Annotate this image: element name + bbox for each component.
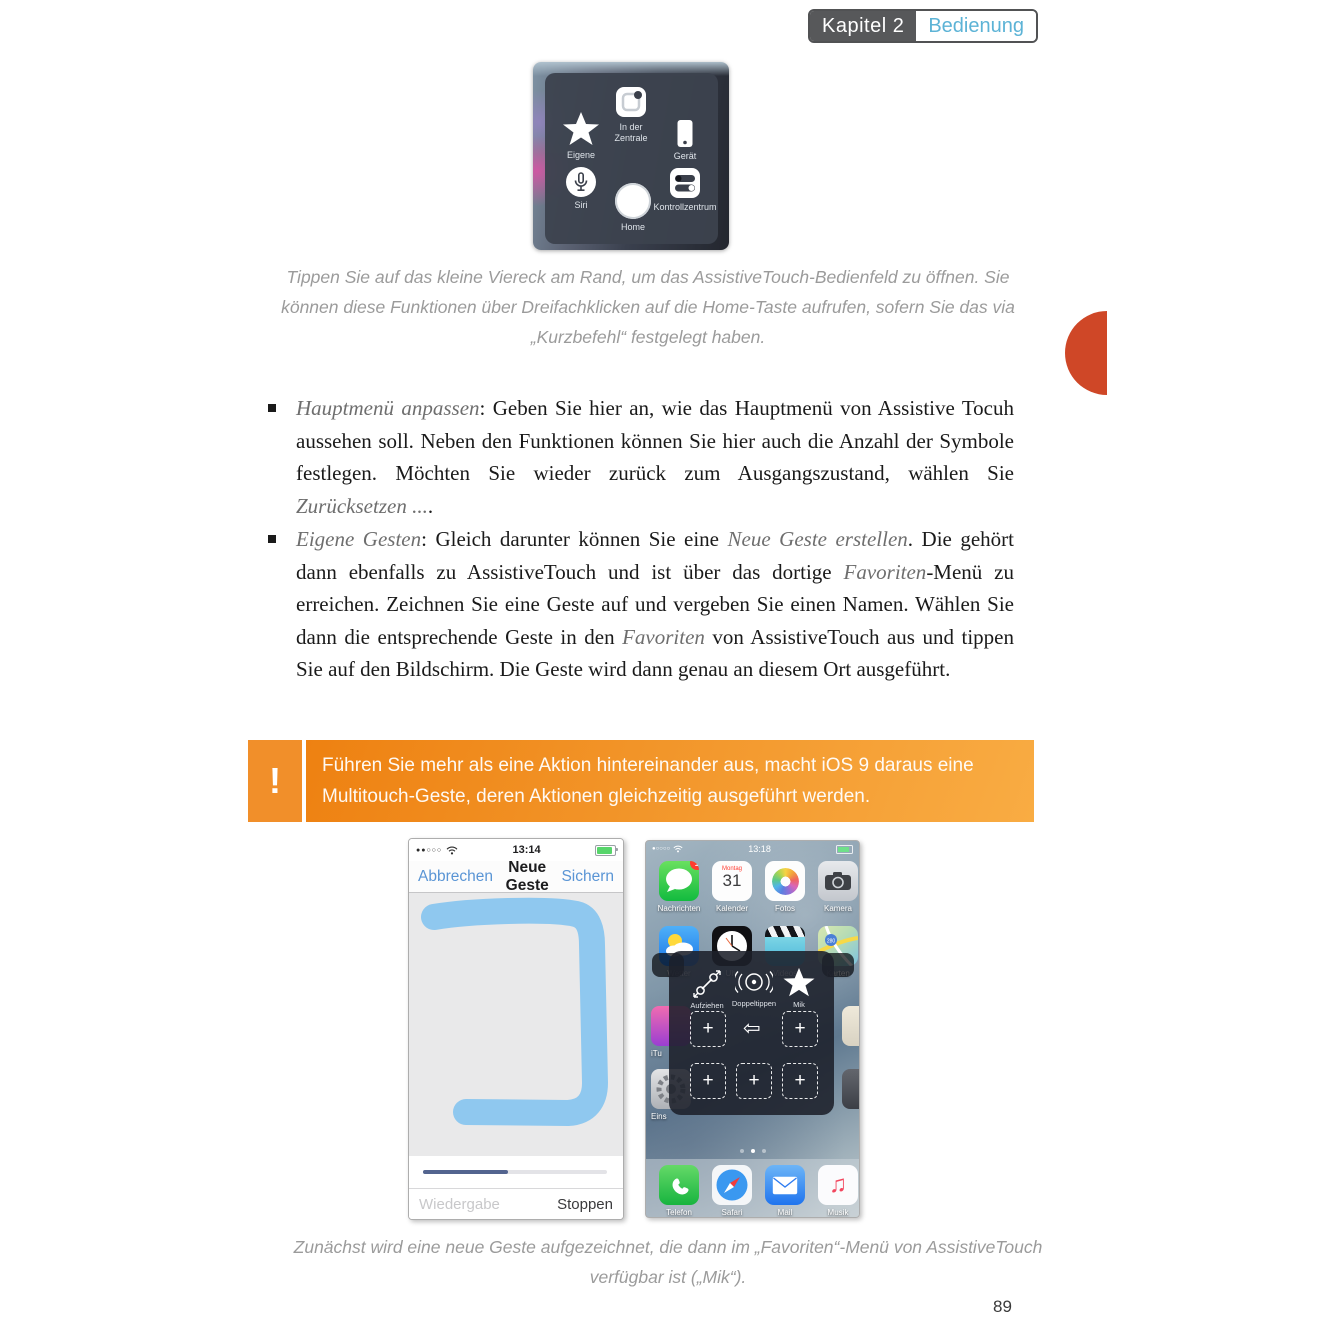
app-label: Kamera bbox=[823, 904, 852, 913]
menu-item-zentrale[interactable] bbox=[605, 85, 657, 143]
app-label-partial: Eins bbox=[651, 1112, 667, 1121]
bullet-item bbox=[268, 392, 1014, 522]
section-label: Bedienung bbox=[916, 11, 1036, 41]
bullet-marker bbox=[268, 535, 276, 543]
assistivetouch-favorites-panel bbox=[669, 951, 834, 1115]
figure-caption-bottom: Zunächst wird eine neue Geste aufgezeichnet, die dann im „Favoriten“-Menü von AssistiveTouch verfügbar ist („Mik“). bbox=[293, 1237, 1043, 1287]
text-run: : Gleich darunter können Sie eine bbox=[421, 527, 728, 551]
page-number: 89 bbox=[993, 1297, 1012, 1316]
home-button-icon bbox=[615, 183, 651, 219]
signal-dots: ●●○○○ bbox=[416, 846, 443, 854]
status-bar bbox=[646, 841, 859, 857]
calendar-weekday: Montag bbox=[721, 866, 742, 872]
add-gesture-slot[interactable] bbox=[782, 1063, 818, 1099]
notification-badge: 1 bbox=[690, 861, 699, 870]
chapter-thumb-tab bbox=[1065, 311, 1107, 395]
dock-icon-telefon[interactable] bbox=[659, 1165, 699, 1205]
app-icon-fotos[interactable] bbox=[765, 861, 805, 901]
text-run: Neue Geste erstellen bbox=[727, 527, 908, 551]
calendar-day: 31 bbox=[722, 871, 742, 890]
app-icon-nachrichten[interactable] bbox=[659, 861, 699, 901]
battery-icon bbox=[595, 845, 616, 856]
bullet-marker bbox=[268, 404, 276, 412]
menu-item-eigene[interactable] bbox=[556, 111, 606, 161]
plus-glyph: + bbox=[702, 1018, 714, 1039]
wifi-icon bbox=[446, 846, 458, 855]
text-run: Zurücksetzen ... bbox=[296, 493, 428, 518]
app-label: Nachrichten bbox=[657, 904, 701, 913]
menu-item-label: Eigene bbox=[566, 150, 596, 160]
camera-glyph bbox=[825, 872, 851, 890]
notification-center-icon bbox=[614, 85, 648, 119]
app-icon-kalender[interactable] bbox=[712, 861, 752, 901]
menu-item-label: Kontrollzentrum bbox=[653, 202, 717, 212]
screenshot-new-gesture bbox=[408, 838, 624, 1220]
text-run: : Geben Sie hier an, wie das Hauptmenü von Assistive Tocuh aussehen soll. Neben den Funktionen können Sie hier auch die Anzahl der Symbole festlegen. Möchten Sie wieder zurück zum Ausgangszustand, wählen Sie bbox=[296, 396, 1015, 485]
assistivetouch-panel bbox=[545, 73, 718, 244]
dock-label: Safari bbox=[721, 1208, 743, 1217]
dock-label: Telefon bbox=[666, 1208, 692, 1217]
siri-icon bbox=[566, 167, 596, 197]
svg-text:280: 280 bbox=[826, 938, 836, 945]
text-run: . Die gehört dann ebenfalls zu AssistiveTouch und ist über das dortige bbox=[296, 527, 1014, 584]
battery-icon bbox=[836, 845, 853, 854]
bullet-paragraph bbox=[296, 523, 1014, 686]
exclamation-icon: ! bbox=[248, 740, 302, 822]
warning-box bbox=[248, 740, 1034, 822]
dock-icon-musik[interactable] bbox=[818, 1165, 858, 1205]
pinch-icon bbox=[692, 969, 722, 999]
plus-glyph: + bbox=[702, 1070, 714, 1091]
progress-track bbox=[423, 1170, 607, 1174]
text-run: Eigene Gesten bbox=[296, 527, 422, 551]
gesture-label: Aufziehen bbox=[690, 1001, 724, 1010]
gesture-canvas[interactable] bbox=[409, 893, 623, 1156]
app-icon-kamera[interactable] bbox=[818, 861, 858, 901]
plus-glyph: + bbox=[794, 1070, 806, 1091]
dock bbox=[646, 1159, 859, 1217]
add-gesture-slot[interactable] bbox=[690, 1011, 726, 1047]
menu-item-geraet[interactable] bbox=[661, 119, 709, 162]
dock-label: Mail bbox=[777, 1208, 793, 1217]
chapter-label: Kapitel 2 bbox=[810, 11, 916, 41]
menu-item-label: Siri bbox=[574, 200, 588, 210]
playback-toolbar bbox=[409, 1189, 623, 1219]
dock-label: Musik bbox=[827, 1208, 849, 1217]
bullet-paragraph bbox=[296, 392, 1014, 522]
gesture-doppeltippen[interactable] bbox=[727, 967, 781, 1008]
app-label: Kalender bbox=[715, 904, 749, 913]
plus-glyph: + bbox=[794, 1018, 806, 1039]
playback-progress bbox=[409, 1156, 623, 1189]
cancel-button[interactable]: Abbrechen bbox=[418, 867, 493, 885]
progress-fill bbox=[423, 1170, 508, 1174]
menu-item-label: Gerät bbox=[673, 151, 697, 161]
menu-item-siri[interactable] bbox=[563, 167, 599, 211]
control-center-icon bbox=[669, 167, 701, 199]
star-icon bbox=[562, 111, 600, 147]
menu-item-label: Home bbox=[620, 222, 645, 232]
stop-button[interactable]: Stoppen bbox=[557, 1195, 613, 1213]
plus-glyph: + bbox=[748, 1070, 760, 1091]
double-tap-icon bbox=[735, 967, 773, 997]
status-time: 13:14 bbox=[512, 844, 541, 856]
envelope-glyph bbox=[772, 1176, 798, 1195]
app-icon-right-partial bbox=[842, 1069, 860, 1109]
gesture-label: Doppeltippen bbox=[731, 999, 777, 1008]
menu-item-kontrollzentrum[interactable] bbox=[649, 167, 721, 213]
menu-item-label: In der Zentrale bbox=[614, 122, 648, 143]
add-gesture-slot[interactable] bbox=[736, 1063, 772, 1099]
back-arrow-icon[interactable]: ⇦ bbox=[743, 1017, 761, 1040]
wifi-icon bbox=[673, 845, 683, 853]
text-run: Favoriten bbox=[622, 624, 705, 649]
assistivetouch-panel-figure bbox=[533, 62, 729, 250]
dock-icon-mail[interactable] bbox=[765, 1165, 805, 1205]
menu-item-home[interactable] bbox=[613, 183, 653, 233]
warning-body bbox=[306, 740, 1034, 822]
star-icon bbox=[782, 967, 816, 998]
warning-text: Führen Sie mehr als eine Aktion hintereinander aus, macht iOS 9 daraus eine Multitouch-Geste, deren Aktionen gleichzeitig ausgeführt werden. bbox=[322, 755, 974, 807]
gesture-aufziehen[interactable] bbox=[683, 969, 731, 1010]
app-label-partial: iTu bbox=[651, 1049, 662, 1058]
compass-glyph bbox=[715, 1168, 749, 1202]
text-run: Favoriten bbox=[843, 559, 927, 584]
gesture-label: Mik bbox=[793, 1000, 805, 1009]
text-run: . bbox=[427, 493, 434, 518]
home-page-dots bbox=[646, 1149, 859, 1153]
photos-flower-icon bbox=[772, 868, 799, 895]
text-run: Hauptmenü anpassen bbox=[296, 396, 480, 420]
clapperboard-glyph bbox=[765, 926, 805, 937]
music-note-glyph: ♫ bbox=[829, 1171, 847, 1198]
nav-title: Neue Geste bbox=[505, 858, 549, 894]
app-icon-right-partial bbox=[842, 1006, 860, 1046]
status-time: 13:18 bbox=[748, 844, 771, 854]
dock-icon-safari[interactable] bbox=[712, 1165, 752, 1205]
gesture-stroke bbox=[409, 893, 623, 1156]
phone-glyph bbox=[667, 1173, 691, 1197]
text-run: -Menü zu erreichen. Zeichnen Sie eine Geste auf und vergeben Sie einen Namen. Wählen Sie dann die entsprechende Geste in den bbox=[296, 559, 1014, 649]
add-gesture-slot[interactable] bbox=[782, 1011, 818, 1047]
gesture-mik[interactable] bbox=[777, 967, 821, 1009]
figure-caption-top: Tippen Sie auf das kleine Viereck am Rand, um das AssistiveTouch-Bedienfeld zu öffnen. Sie können diese Funktionen über Dreifachklicken auf die Home-Taste aufrufen, sofern Sie das via „Kurzbefehl“ festgelegt haben. bbox=[281, 267, 1015, 347]
chapter-header-badge bbox=[808, 9, 1038, 43]
text-run: von AssistiveTouch aus und tippen Sie auf den Bildschirm. Die Geste wird dann genau an diesem Ort ausgeführt. bbox=[296, 624, 1014, 681]
nav-bar bbox=[409, 858, 623, 894]
playback-button[interactable]: Wiedergabe bbox=[419, 1195, 500, 1213]
screenshot-home-assistivetouch bbox=[645, 840, 860, 1218]
device-icon bbox=[676, 119, 694, 148]
app-label: Fotos bbox=[774, 904, 795, 913]
bullet-list bbox=[268, 392, 1014, 687]
save-button[interactable]: Sichern bbox=[561, 867, 614, 885]
add-gesture-slot[interactable] bbox=[690, 1063, 726, 1099]
signal-dots: ●○○○○ bbox=[652, 846, 671, 852]
bullet-item bbox=[268, 523, 1014, 686]
